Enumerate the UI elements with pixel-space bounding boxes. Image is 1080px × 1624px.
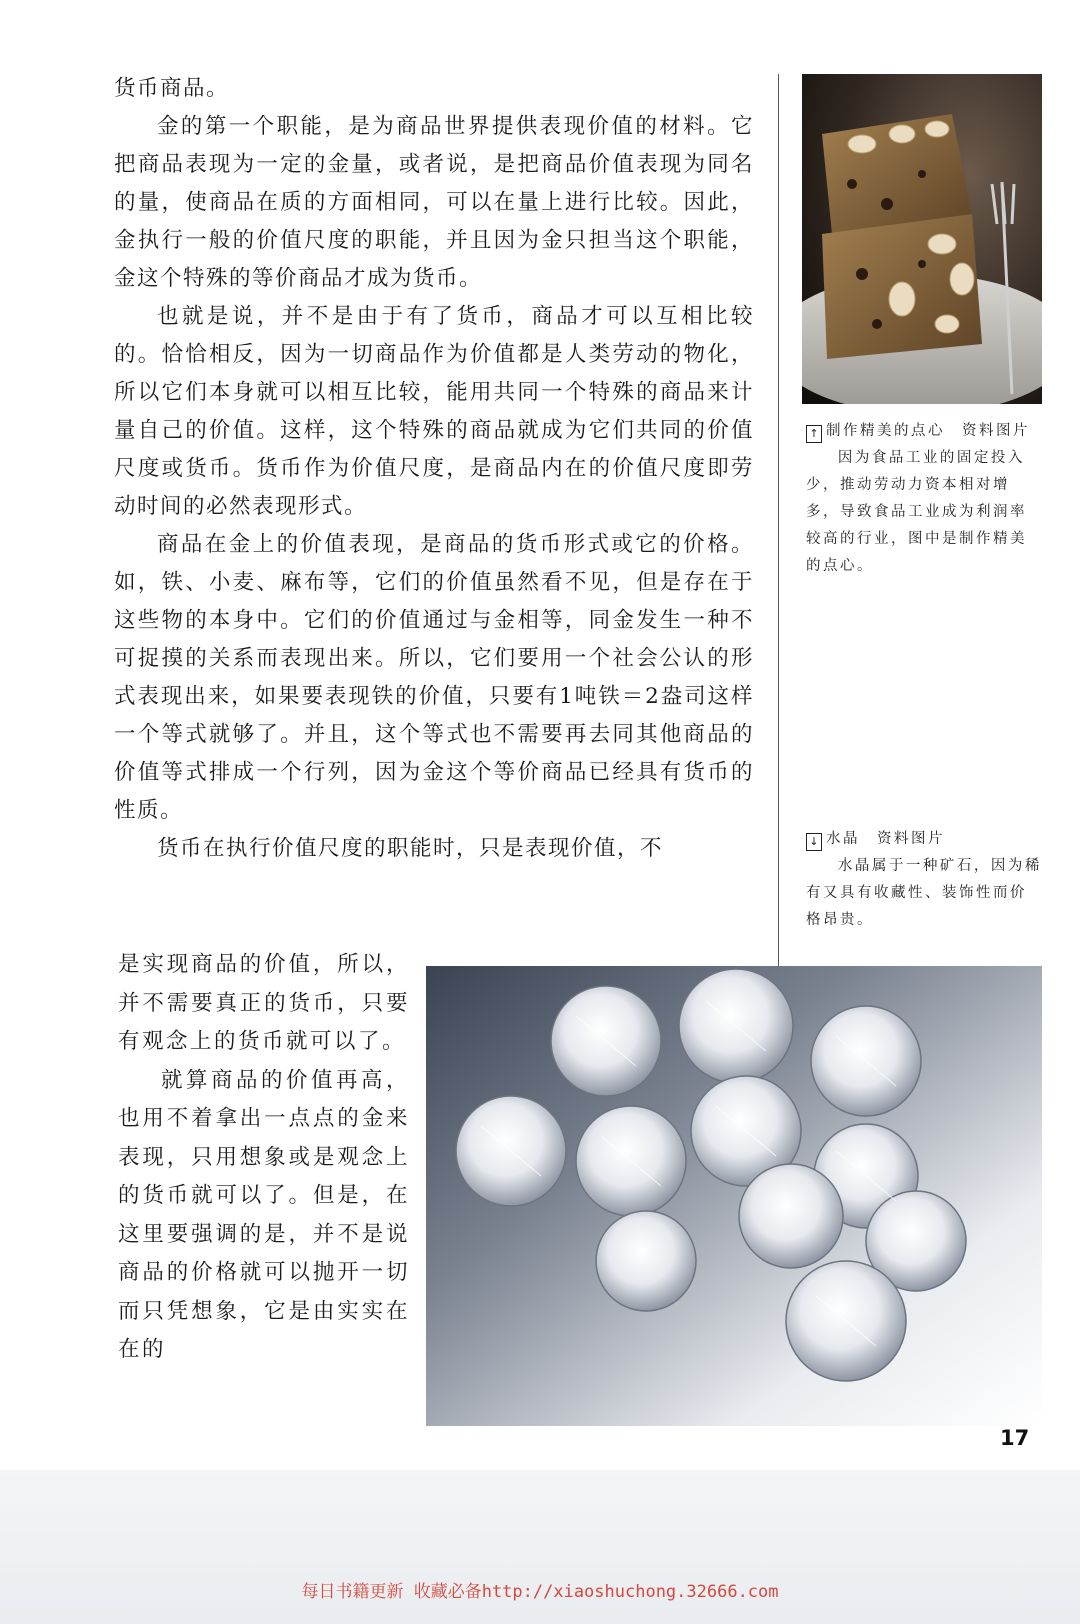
page-number: 17	[1000, 1426, 1030, 1450]
gems-caption-body: 水晶属于一种矿石，因为稀有又具有收藏性、装饰性而价格昂贵。	[806, 858, 1042, 928]
cake-caption-body: 因为食品工业的固定投入少，推动劳动力资本相对增多，导致食品工业成为利润率较高的行业，图中是制作精美的点心。	[806, 450, 1027, 574]
gems-caption-title	[806, 826, 1042, 853]
paragraph-4: 商品在金上的价值表现，是商品的货币形式或它的价格。如，铁、小麦、麻布等，它们的价值虽然看不见，但是存在于这些物的本身中。它们的价值通过与金相等，同金发生一种不可捉摸的关系而表现出来。所以，它们要用一个社会公认的形式表现出来，如果要表现铁的价值，只要有1吨铁＝2盎司这样一个等式就够了。并且，这个等式也不需要再去同其他商品的价值等式排成一个行列，因为金这个等价商品已经具有货币的性质。	[114, 532, 754, 823]
paragraph-5-continued: 是实现商品的价值，所以，并不需要真正的货币，只要有观念上的货币就可以了。	[118, 952, 410, 1054]
footer-watermark: 每日书籍更新 收藏必备http://xiaoshuchong.32666.com	[301, 1582, 779, 1602]
crystal-illustration	[426, 966, 1042, 1426]
paragraph-3: 也就是说，并不是由于有了货币，商品才可以互相比较的。恰恰相反，因为一切商品作为价值都是人类劳动的物化，所以它们本身就可以相互比较，能用共同一个特殊的商品来计量自己的价值。这样，这个特殊的商品就成为它们共同的价值尺度或货币。货币作为价值尺度，是商品内在的价值尺度即劳动时间的必然表现形式。	[114, 304, 754, 519]
cake-caption-title-text: 制作精美的点心 资料图片	[826, 423, 1030, 439]
paragraph-1: 货币商品。	[114, 76, 230, 101]
crystal-photo	[426, 966, 1042, 1426]
main-text-column	[114, 70, 754, 868]
cake-photo	[802, 74, 1042, 404]
column-divider	[778, 74, 779, 970]
gems-caption-title-text: 水晶 资料图片	[826, 831, 945, 847]
paragraph-5-first-line: 货币在执行价值尺度的职能时，只是表现价值，不	[157, 836, 664, 861]
cake-caption	[806, 418, 1042, 580]
cake-illustration	[802, 74, 1042, 404]
narrow-text-column	[118, 946, 410, 1370]
arrow-up-icon: ↑	[806, 425, 822, 443]
cake-caption-title	[806, 418, 1042, 445]
paragraph-2: 金的第一个职能，是为商品世界提供表现价值的材料。它把商品表现为一定的金量，或者说，是把商品价值表现为同名的量，使商品在质的方面相同，可以在量上进行比较。因此，金执行一般的价值尺度的职能，并且因为金只担当这个职能，金这个特殊的等价商品才成为货币。	[114, 114, 754, 291]
gems-caption	[806, 826, 1042, 934]
paragraph-6: 就算商品的价值再高，也用不着拿出一点点的金来表现，只用想象或是观念上的货币就可以了。但是，在这里要强调的是，并不是说商品的价格就可以抛开一切而只凭想象，它是由实实在在的	[118, 1067, 410, 1362]
arrow-down-icon: ↓	[806, 833, 822, 851]
